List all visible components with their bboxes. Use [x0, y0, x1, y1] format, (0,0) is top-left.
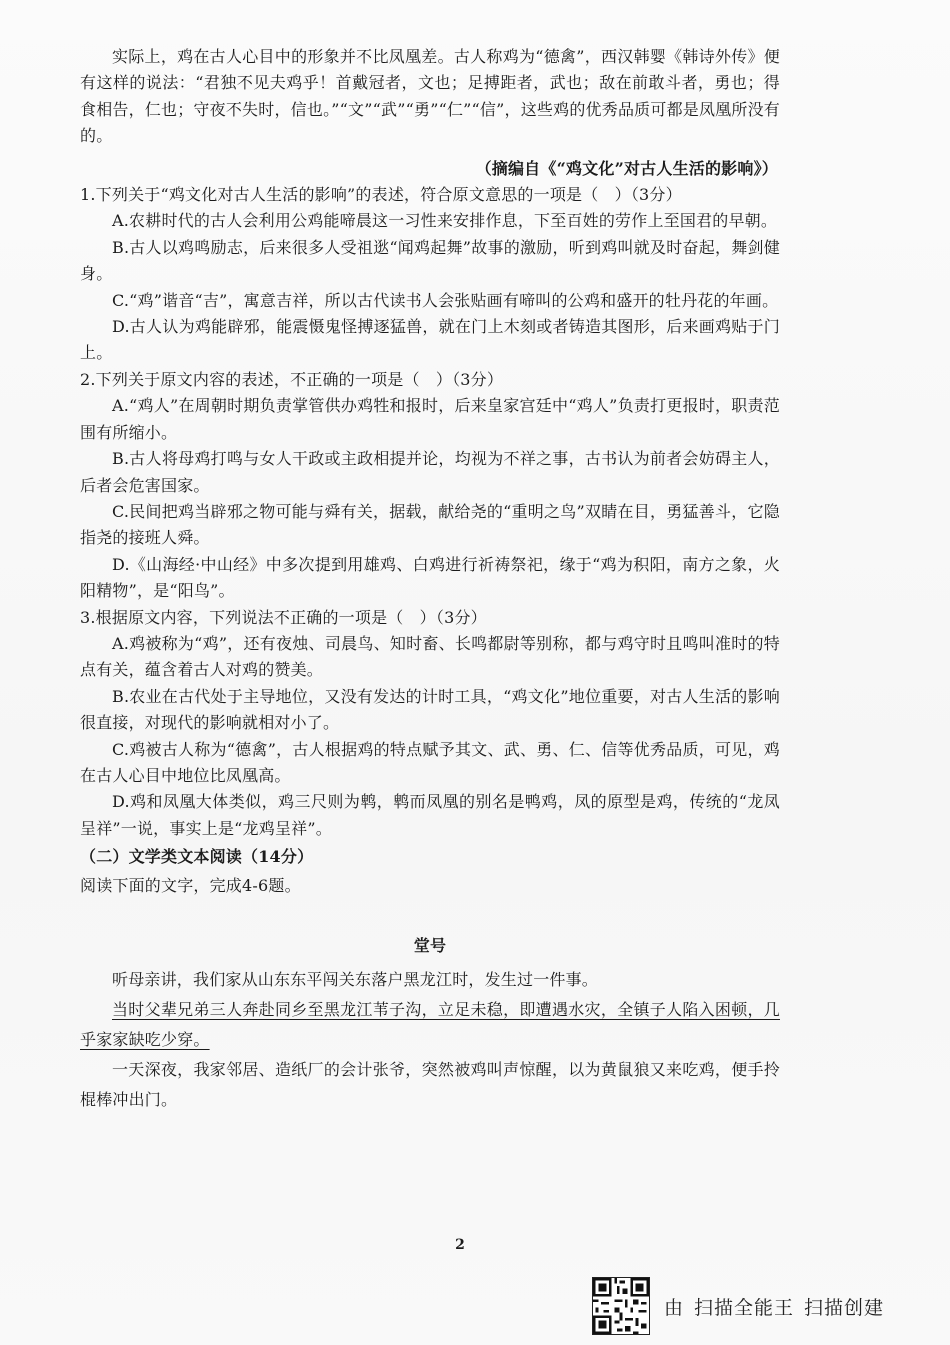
scanner-watermark [592, 1275, 932, 1337]
option-a: A.农耕时代的古人会利用公鸡能啼晨这一习性来安排作息，下至百姓的劳作上至国君的早朝。 [112, 211, 778, 231]
story-paragraph-1: 听母亲讲，我们家从山东东平闯关东落户黑龙江时，发生过一件事。 [112, 970, 599, 990]
story-paragraph-3: 一天深夜，我家邻居、造纸厂的会计张爷，突然被鸡叫声惊醒，以为黄鼠狼又来吃鸡，便手拎棍棒冲出门。 [80, 1060, 780, 1110]
option-b: B.古人将母鸡打鸣与女人干政或主政相提并论，均视为不祥之事，古书认为前者会妨碍主人，后者会危害国家。 [80, 449, 780, 495]
story-paragraph-2-underlined: 当时父辈兄弟三人奔赴同乡至黑龙江苇子沟，立足未稳，即遭遇水灾，全镇子人陷入困顿，几乎家家缺吃少穿。 [80, 1000, 780, 1050]
option-c: C.“鸡”谐音“吉”，寓意吉祥，所以古代读书人会张贴画有啼叫的公鸡和盛开的牡丹花的年画。 [112, 290, 779, 310]
question-3 [80, 605, 780, 843]
question-1 [80, 182, 780, 367]
question-stem: 2.下列关于原文内容的表述，不正确的一项是（ ）（3分） [80, 369, 504, 389]
option-c: C.鸡被古人称为“德禽”，古人根据鸡的特点赋予其文、武、勇、仁、信等优秀品质，可见，鸡在古人心目中地位比凤凰高。 [80, 739, 780, 785]
watermark-text [664, 1293, 894, 1320]
page-number: 2 [455, 1237, 465, 1253]
option-b: B.农业在古代处于主导地位，又没有发达的计时工具，“鸡文化”地位重要，对古人生活的影响很直接，对现代的影响就相对小了。 [80, 686, 780, 733]
watermark-prefix: 由 [664, 1296, 685, 1319]
section-instruction: 阅读下面的文字，完成4-6题。 [80, 875, 301, 895]
passage-citation: （摘编自《“鸡文化”对古人生活的影响》） [475, 158, 778, 178]
option-a: A.鸡被称为“鸡”，还有夜烛、司晨鸟、知时畜、长鸣都尉等别称，都与鸡守时且鸣叫准时的特点有关，蕴含着古人对鸡的赞美。 [80, 633, 780, 680]
option-c: C.民间把鸡当辟邪之物可能与舜有关，据载，献给尧的“重明之鸟”双睛在目，勇猛善斗，它隐指尧的接班人舜。 [80, 501, 780, 548]
option-a: A.“鸡人”在周朝时期负责掌管供办鸡牲和报时，后来皇家宫廷中“鸡人”负责打更报时，职责范围有所缩小。 [80, 396, 780, 442]
question-2 [80, 367, 780, 605]
option-d: D.鸡和凤凰大体类似，鸡三尺则为鹎，鹎而凤凰的别名是鸭鸡，凤的原型是鸡，传统的“龙凤呈祥”一说，事实上是“龙鸡呈祥”。 [80, 792, 780, 838]
section-heading: （二）文学类文本阅读（14分） [80, 847, 314, 867]
story-title: 堂号 [413, 936, 447, 955]
question-stem: 3.根据原文内容，下列说法不正确的一项是（ ）（3分） [80, 607, 487, 627]
watermark-suffix: 扫描创建 [804, 1296, 885, 1319]
option-d: D.《山海经·中山经》中多次提到用雄鸡、白鸡进行祈祷祭祀，缘于“鸡为积阳，南方之象，火阳精物”，是“阳鸟”。 [80, 554, 780, 601]
passage-paragraph: 实际上，鸡在古人心目中的形象并不比凤凰差。古人称鸡为“德禽”，西汉韩婴《韩诗外传》便有这样的说法：“君独不见夫鸡乎！首戴冠者，文也；足搏距者，武也；敌在前敢斗者，勇也；得食相告，仁也；守夜不失时，信也。”“文”“武”“勇”“仁”“信”，这些鸡的优秀品质可都是凤凰所没有的。 [80, 47, 780, 146]
qr-code-icon [592, 1277, 650, 1335]
question-stem: 1.下列关于“鸡文化对古人生活的影响”的表述，符合原文意思的一项是（ ）（3分） [80, 185, 682, 205]
option-d: D.古人认为鸡能辟邪，能震慑鬼怪搏逐猛兽，就在门上木刻或者铸造其图形，后来画鸡贴于门上。 [80, 317, 780, 363]
page-content [80, 44, 780, 1115]
watermark-app-name: 扫描全能王 [694, 1296, 795, 1319]
option-b: B.古人以鸡鸣励志，后来很多人受祖逖“闻鸡起舞”故事的激励，听到鸡叫就及时奋起，舞剑健身。 [80, 237, 780, 284]
